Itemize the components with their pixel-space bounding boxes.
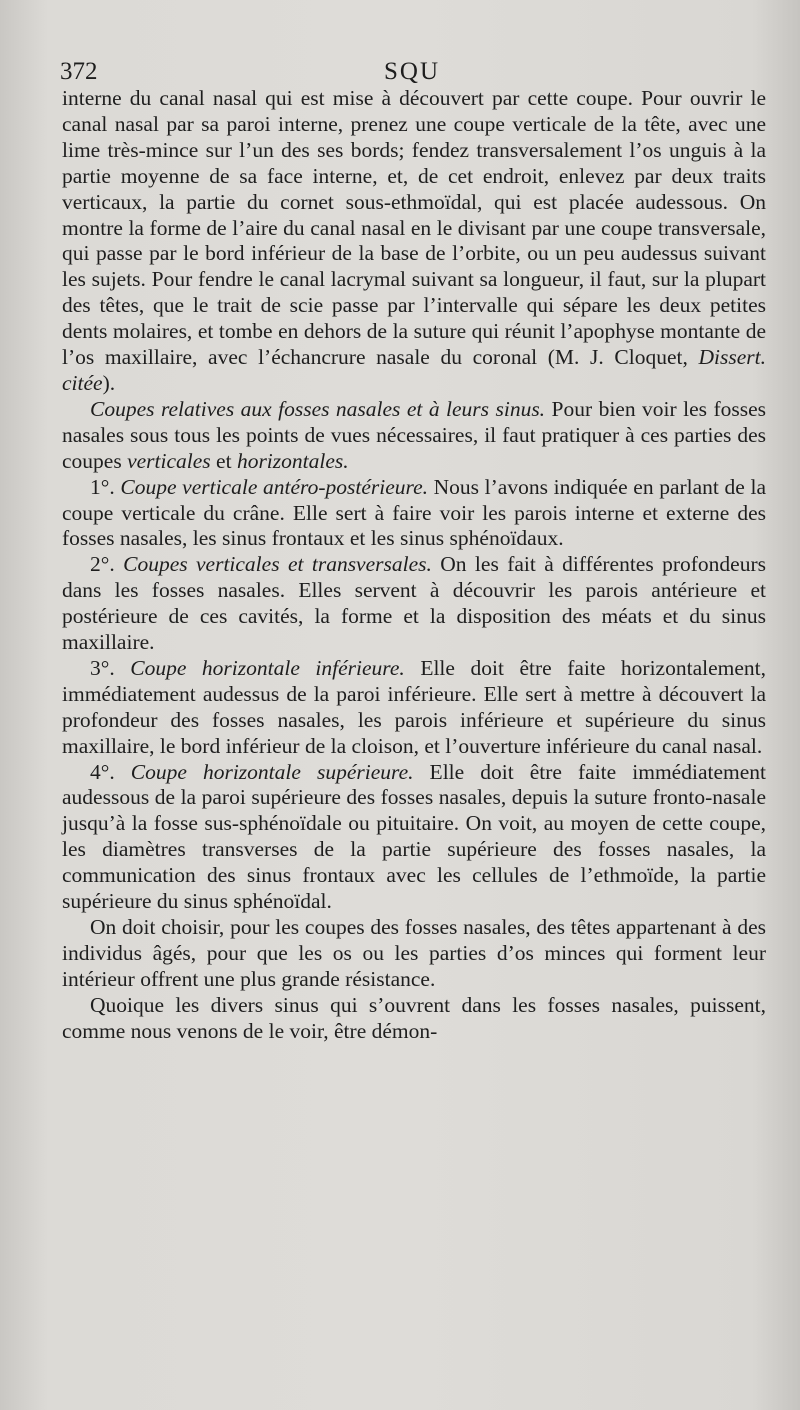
italic-run: Coupes verticales et transversales.: [123, 552, 432, 577]
text-run: Pour bien voir les fosses nasales sous tous les points de vues nécessaires, il faut pratiquer à ces parties des coupes: [62, 396, 766, 473]
text-run: Elle doit être faite horizontalement, immédiatement audessus de la paroi inférieure. Elle sert à mettre à découvert la profondeur des fosses nasales, les parois inférieure et supérieure du sinus maxillaire, le bord inférieur de la cloison, et l’ouverture inférieure du canal nasal.: [62, 655, 766, 758]
text-run: On les fait à différentes profondeurs dans les fosses nasales. Elles servent à découvrir les parois antérieure et postérieure de ces cavités, la forme et la disposition des méats et du sinus maxillaire.: [62, 552, 766, 655]
running-head: SQU: [383, 58, 440, 85]
italic-run: horizontales.: [236, 448, 349, 473]
paragraph-p3: [62, 475, 766, 553]
paragraph-p1: [62, 86, 766, 397]
italic-run: Coupe horizontale supérieure.: [130, 759, 414, 784]
paragraph-p7: [62, 915, 766, 993]
italic-run: Coupe verticale antéro-postérieure.: [120, 474, 428, 499]
text-run: Elle doit être faite immédiatement audessous de la paroi supérieure des fosses nasales, depuis la suture fronto-nasale jusqu’à la fosse sus-sphénoïdale ou pituitaire. On voit, au moyen de cette coupe, les diamètres transverses de la partie supérieure des fosses nasales, la communication des sinus frontaux avec les cellules de l’ethmoïde, la partie supérieure du sinus sphénoïdal.: [62, 759, 766, 914]
text-run: et: [210, 448, 237, 473]
text-run: Quoique les divers sinus qui s’ouvrent dans les fosses nasales, puissent, comme nous venons de le voir, être démon-: [62, 992, 766, 1043]
text-run: interne du canal nasal qui est mise à découvert par cette coupe. Pour ouvrir le canal nasal par sa paroi interne, prenez une coupe verticale de la tête, avec une lime très-mince sur l’un des ses bords; fendez transversalement l’os unguis à la partie moyenne de sa face interne, et, de cet endroit, enlevez par deux traits verticaux, la partie du cornet sous-ethmoïdal, qui est placée audessous. On montre la forme de l’aire du canal nasal en le divisant par une coupe transversale, qui passe par le bord inférieur de la base de l’orbite, ou un peu audessus suivant les sujets. Pour fendre le canal lacrymal suivant sa longueur, il faut, sur la plupart des têtes, que le trait de scie passe par l’intervalle qui sépare les deux petites dents molaires, et tombe en dehors de la suture qui réunit l’apophyse montante de l’os maxillaire, avec l’échancrure nasale du coronal (M. J. Cloquet,: [62, 86, 766, 370]
paragraph-p4: [62, 552, 766, 656]
paragraph-p8: [62, 993, 766, 1045]
paragraph-p6: [62, 760, 766, 915]
italic-run: verticales: [127, 448, 211, 473]
body-text: [62, 86, 766, 1045]
text-run: 3°.: [90, 655, 131, 680]
text-run: On doit choisir, pour les coupes des fosses nasales, des têtes appartenant à des individus âgés, pour que les os ou les parties d’os minces qui forment leur intérieur offrent une plus grande résistance.: [62, 915, 766, 991]
text-run: 2°.: [90, 552, 124, 577]
italic-run: Coupes relatives aux fosses nasales et à leurs sinus.: [90, 396, 546, 421]
paragraph-p5: [62, 656, 766, 760]
text-run: Nous l’avons indiquée en parlant de la coupe verticale du crâne. Elle sert à faire voir les parois interne et externe des fosses nasales, les sinus frontaux et les sinus sphénoïdaux.: [62, 474, 766, 551]
text-run: ).: [102, 370, 116, 395]
paragraph-p2: [62, 397, 766, 475]
italic-run: Coupe horizontale inférieure.: [130, 655, 405, 680]
page-number: 372: [60, 58, 98, 85]
text-run: 1°.: [90, 474, 121, 499]
text-run: 4°.: [90, 759, 131, 784]
italic-run: Dissert. citée: [62, 345, 766, 395]
